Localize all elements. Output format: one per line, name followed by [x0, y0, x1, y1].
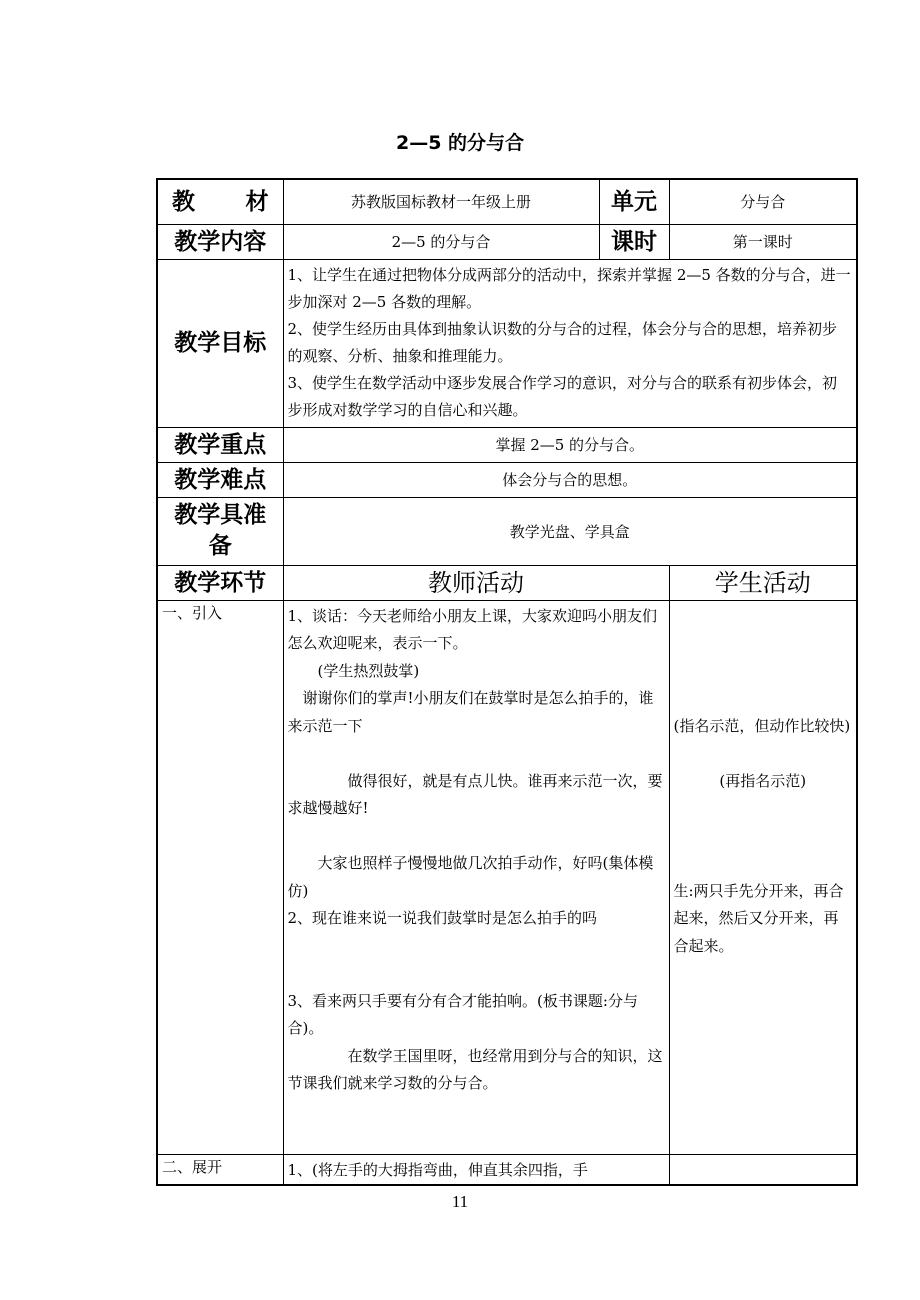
- material-label-cell: [157, 179, 283, 224]
- content-label: 教学内容: [157, 224, 283, 259]
- material-label-char-1: 教: [172, 188, 195, 215]
- stage-1-label: 一、引入: [157, 600, 283, 1154]
- teacher-header: 教师活动: [283, 565, 669, 600]
- student-line: 生:两只手先分开来，再合起来，然后又分开来，再合起来。: [673, 881, 844, 955]
- prep-label-line-1: 教学具准: [174, 502, 267, 528]
- row-material: [157, 179, 857, 224]
- goal-item: 2、使学生经历由具体到抽象认识数的分与合的过程，体会分与合的思想，培养初步的观察、分析、抽象和推理能力。: [287, 320, 838, 365]
- goal-item: 3、使学生在数学活动中逐步发展合作学习的意识，对分与合的联系有初步体会，初步形成对数学学习的自信心和兴趣。: [287, 374, 838, 419]
- student-header: 学生活动: [669, 565, 857, 600]
- content-value: 2—5 的分与合: [283, 224, 599, 259]
- teacher-line: 谢谢你们的掌声!小朋友们在鼓掌时是怎么拍手的，谁来示范一下: [287, 689, 654, 735]
- key-value: 掌握 2—5 的分与合。: [283, 427, 857, 462]
- difficulty-label: 教学难点: [157, 462, 283, 497]
- row-content: [157, 224, 857, 259]
- period-label: 课时: [599, 224, 669, 259]
- prep-label-cell: [157, 497, 283, 565]
- prep-label-line-2: 备: [208, 533, 232, 559]
- stage-2-teacher: 1、(将左手的大拇指弯曲，伸直其余四指，手: [283, 1154, 669, 1185]
- teacher-line: 2、现在谁来说一说我们鼓掌时是怎么拍手的吗: [287, 909, 598, 927]
- unit-value: 分与合: [669, 179, 857, 224]
- stage-2-label: 二、展开: [157, 1154, 283, 1185]
- row-stage-1: [157, 600, 857, 1154]
- difficulty-value: 体会分与合的思想。: [283, 462, 857, 497]
- stage-1-student: [669, 600, 857, 1154]
- student-line: (再指名示范): [719, 771, 807, 790]
- goals-cell: [283, 259, 857, 427]
- lesson-plan-table: [156, 178, 858, 1186]
- teacher-line: 3、看来两只手要有分有合才能拍响。(板书课题:分与合)。: [287, 991, 638, 1037]
- teacher-line: 做得很好，就是有点儿快。谁再来示范一次，要求越慢越好!: [287, 771, 663, 817]
- material-label-char-2: 材: [245, 188, 269, 215]
- row-stage-2: [157, 1154, 857, 1185]
- row-prep: [157, 497, 857, 565]
- teacher-line: (学生热烈鼓掌): [317, 661, 420, 680]
- teacher-line: 1、谈话：今天老师给小朋友上课，大家欢迎吗小朋友们怎么欢迎呢来，表示一下。: [287, 606, 658, 652]
- goals-label: 教学目标: [157, 259, 283, 427]
- stage-1-teacher: [283, 600, 669, 1154]
- student-line: (指名示范，但动作比较快): [673, 716, 851, 735]
- page-title: 2—5 的分与合: [395, 132, 525, 154]
- teacher-line: 在数学王国里呀，也经常用到分与合的知识，这节课我们就来学习数的分与合。: [287, 1046, 663, 1092]
- row-process-header: [157, 565, 857, 600]
- period-value: 第一课时: [669, 224, 857, 259]
- row-key: [157, 427, 857, 462]
- stage-2-student: [669, 1154, 857, 1185]
- unit-label: 单元: [599, 179, 669, 224]
- row-difficulty: [157, 462, 857, 497]
- goal-item: 1、让学生在通过把物体分成两部分的活动中，探索并掌握 2—5 各数的分与合，进一步加深对 2—5 各数的理解。: [287, 266, 851, 311]
- page-number: 11: [451, 1192, 469, 1211]
- teacher-line: 大家也照样子慢慢地做几次拍手动作，好吗(集体模仿): [287, 854, 654, 900]
- stage-header: 教学环节: [157, 565, 283, 600]
- key-label: 教学重点: [157, 427, 283, 462]
- row-goals: [157, 259, 857, 427]
- material-value: 苏教版国标教材一年级上册: [283, 179, 599, 224]
- prep-value: 教学光盘、学具盒: [283, 497, 857, 565]
